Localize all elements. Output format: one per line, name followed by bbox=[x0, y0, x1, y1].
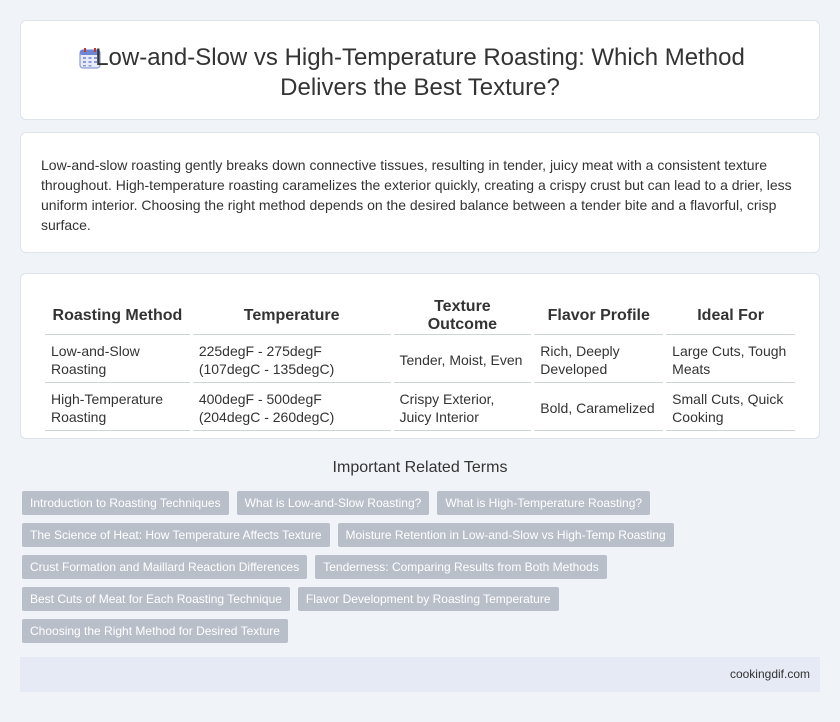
related-term-tag[interactable]: Flavor Development by Roasting Temperature bbox=[298, 587, 559, 611]
comparison-table bbox=[42, 296, 798, 433]
table-cell: Low-and-Slow Roasting bbox=[45, 337, 190, 383]
table-header-row bbox=[45, 298, 795, 335]
column-header: Ideal For bbox=[666, 298, 795, 335]
related-term-tag[interactable]: Crust Formation and Maillard Reaction Differences bbox=[22, 555, 307, 579]
related-term-tag[interactable]: What is Low-and-Slow Roasting? bbox=[237, 491, 430, 515]
table-cell: 225degF - 275degF (107degC - 135degC) bbox=[193, 337, 391, 383]
page-title-line-1: Low-and-Slow vs High-Temperature Roasting: Which Method bbox=[95, 44, 745, 71]
table-row bbox=[45, 385, 795, 431]
table-row bbox=[45, 337, 795, 383]
related-terms-list bbox=[22, 491, 722, 651]
page-title bbox=[21, 43, 819, 103]
table-cell: Small Cuts, Quick Cooking bbox=[666, 385, 795, 431]
table-cell: Tender, Moist, Even bbox=[394, 337, 532, 383]
comparison-table-card bbox=[20, 273, 820, 439]
table-cell: Bold, Caramelized bbox=[534, 385, 663, 431]
footer bbox=[20, 657, 820, 692]
column-header: Roasting Method bbox=[45, 298, 190, 335]
related-term-tag[interactable]: Choosing the Right Method for Desired Texture bbox=[22, 619, 288, 643]
column-header: Flavor Profile bbox=[534, 298, 663, 335]
table-cell: Large Cuts, Tough Meats bbox=[666, 337, 795, 383]
table-cell: 400degF - 500degF (204degC - 260degC) bbox=[193, 385, 391, 431]
intro-paragraph: Low-and-slow roasting gently breaks down connective tissues, resulting in tender, juicy meat with a consistent texture throughout. High-temperature roasting caramelizes the exterior quickly, creating a crispy crust but can lead to a drier, less uniform interior. Choosing the right method depends on the desired balance between a tender bite and a flavorful, crisp surface. bbox=[41, 157, 792, 233]
footer-site-link[interactable]: cookingdif.com bbox=[729, 667, 810, 681]
column-header: Texture Outcome bbox=[394, 298, 532, 335]
related-term-tag[interactable]: Introduction to Roasting Techniques bbox=[22, 491, 229, 515]
table-cell: Rich, Deeply Developed bbox=[534, 337, 663, 383]
related-term-tag[interactable]: The Science of Heat: How Temperature Affects Texture bbox=[22, 523, 330, 547]
table-cell: Crispy Exterior, Juicy Interior bbox=[394, 385, 532, 431]
column-header: Temperature bbox=[193, 298, 391, 335]
related-term-tag[interactable]: What is High-Temperature Roasting? bbox=[437, 491, 650, 515]
related-term-tag[interactable]: Best Cuts of Meat for Each Roasting Technique bbox=[22, 587, 290, 611]
header-card bbox=[20, 20, 820, 120]
related-terms-heading: Important Related Terms bbox=[332, 459, 508, 476]
intro-card bbox=[20, 132, 820, 253]
page-title-line-2: Delivers the Best Texture? bbox=[280, 74, 560, 101]
table-cell: High-Temperature Roasting bbox=[45, 385, 190, 431]
related-term-tag[interactable]: Tenderness: Comparing Results from Both Methods bbox=[315, 555, 606, 579]
related-term-tag[interactable]: Moisture Retention in Low-and-Slow vs High-Temp Roasting bbox=[338, 523, 674, 547]
